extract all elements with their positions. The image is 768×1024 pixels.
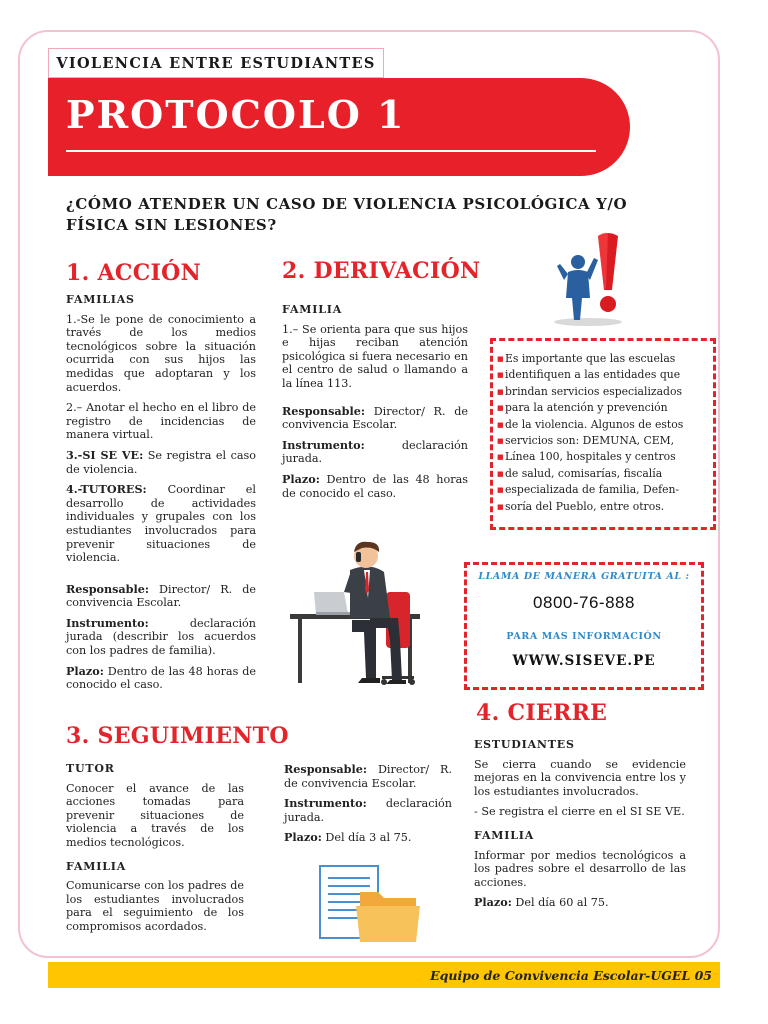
derivacion-instrumento: Instrumento: declaración jurada. <box>282 437 468 466</box>
derivacion-item-1: 1.– Se orienta para que sus hijos e hijas reciban atención psicológica si fuera necesario en el centro de salud o llamando a la línea 113. <box>282 322 468 390</box>
section-heading-derivacion: 2. DERIVACIÓN <box>282 258 481 284</box>
info-line: ■ especializada de familia, Defen- <box>497 482 709 498</box>
info-line: ■ soría del Pueblo, entre otros. <box>497 499 709 515</box>
seguimiento-tutor-label: TUTOR <box>66 762 115 775</box>
cierre-registro-text: - Se registra el cierre en el SI SE VE. <box>474 805 685 819</box>
info-line: ■ identifiquen a las entidades que <box>497 367 709 383</box>
documents-folder-illustration <box>312 862 432 946</box>
cierre-familia-label: FAMILIA <box>474 828 535 842</box>
seguimiento-responsable: Responsable: Director/ R. de convivencia Escolar. <box>284 762 453 790</box>
seguimiento-tutor-text: Conocer el avance de las acciones tomadas para prevenir situaciones de violencia a través de los medios tecnológicos. <box>66 781 244 849</box>
bullet-icon: ■ <box>497 453 504 462</box>
cierre-familia-text: Informar por medios tecnológicos a los padres sobre el desarrollo de las acciones. <box>474 848 686 889</box>
cierre-plazo: Plazo: Del día 60 al 75. <box>474 895 609 910</box>
section-heading-cierre: 4. CIERRE <box>476 700 608 726</box>
exclamation-person-illustration <box>548 228 644 328</box>
bullet-icon: ■ <box>497 387 504 396</box>
info-line: ■ Es importante que las escuelas <box>497 351 709 367</box>
derivacion-label: FAMILIA <box>282 303 343 316</box>
info-line: ■ de la violencia. Algunos de estos <box>497 417 709 433</box>
info-line: ■ brindan servicios especializados <box>497 384 709 400</box>
bullet-icon: ■ <box>497 371 504 380</box>
bullet-icon: ■ <box>497 355 504 363</box>
website-link[interactable]: WWW.SISEVE.PE <box>512 653 656 669</box>
protocol-subtitle: VIOLENCIA ENTRE ESTUDIANTES <box>48 48 384 78</box>
contact-box <box>464 562 704 690</box>
businessman-phone-illustration <box>286 540 446 690</box>
bullet-icon: ■ <box>497 420 504 429</box>
bullet-icon: ■ <box>497 469 504 478</box>
page-title: PROTOCOLO 1 <box>66 92 406 137</box>
footer-credit: Equipo de Convivencia Escolar-UGEL 05 <box>48 962 720 988</box>
info-line: ■ Línea 100, hospitales y centros <box>497 449 709 465</box>
cierre-estudiantes-label: ESTUDIANTES <box>474 738 575 751</box>
phone-number[interactable]: 0800-76-888 <box>533 593 635 612</box>
seguimiento-instrumento: Instrumento: declaración jurada. <box>284 796 452 824</box>
seguimiento-familia-label: FAMILIA <box>66 859 127 873</box>
seguimiento-plazo: Plazo: Del día 3 al 75. <box>284 830 412 845</box>
accion-plazo: Plazo: Dentro de las 48 horas de conocido el caso. <box>66 663 256 692</box>
title-underline <box>66 150 596 152</box>
accion-item-1: 1.-Se le pone de conocimiento a través de los medios tecnológicos sobre la situación ocurrida con sus hijos las medidas que adoptaran y los acuerdos. <box>66 312 256 394</box>
section-seguimiento <box>66 762 244 941</box>
bullet-icon: ■ <box>497 502 504 511</box>
seguimiento-details <box>284 763 452 852</box>
free-call-label: LLAMA DE MANERA GRATUITA AL : <box>478 571 690 582</box>
info-line: ■ servicios son: DEMUNA, CEM, <box>497 433 709 449</box>
more-info-label: PARA MAS INFORMACIÓN <box>506 631 662 642</box>
bullet-icon: ■ <box>497 437 504 446</box>
section-heading-seguimiento: 3. SEGUIMIENTO <box>66 723 289 749</box>
section-heading-accion: 1. ACCIÓN <box>66 260 201 286</box>
derivacion-responsable: Responsable: Director/ R. de convivencia Escolar. <box>282 403 468 432</box>
derivacion-plazo: Plazo: Dentro de las 48 horas de conocido el caso. <box>282 471 468 500</box>
accion-instrumento: Instrumento: declaración jurada (describir los acuerdos con los padres de familia). <box>66 615 256 658</box>
accion-responsable: Responsable: Director/ R. de convivencia Escolar. <box>66 581 256 610</box>
accion-label: FAMILIAS <box>66 293 135 306</box>
bullet-icon: ■ <box>497 486 504 495</box>
cierre-estudiantes-text: Se cierra cuando se evidencie mejoras en la convivencia entre los y los estudiantes involucrados. <box>474 757 686 798</box>
bullet-icon: ■ <box>497 404 504 413</box>
accion-item-4: 4.-TUTORES: Coordinar el desarrollo de actividades individuales y grupales con los estudiantes involucrados para prevenir situaciones de violencia. <box>66 482 256 565</box>
section-cierre <box>474 738 686 917</box>
section-accion <box>66 293 256 699</box>
guiding-question: ¿CÓMO ATENDER UN CASO DE VIOLENCIA PSICOLÓGICA Y/O FÍSICA SIN LESIONES? <box>66 195 628 234</box>
seguimiento-familia-text: Comunicarse con los padres de los estudiantes involucrados para el seguimiento de los compromisos acordados. <box>66 879 244 933</box>
accion-item-3: 3.-SI SE VE: Se registra el caso de violencia. <box>66 447 256 476</box>
accion-item-2: 2.– Anotar el hecho en el libro de registro de incidencias de manera virtual. <box>66 401 256 442</box>
info-line: ■ para la atención y prevención <box>497 400 709 416</box>
info-line: ■ de salud, comisarías, fiscalía <box>497 466 709 482</box>
section-derivacion <box>282 303 468 507</box>
entities-info-box <box>490 338 716 530</box>
